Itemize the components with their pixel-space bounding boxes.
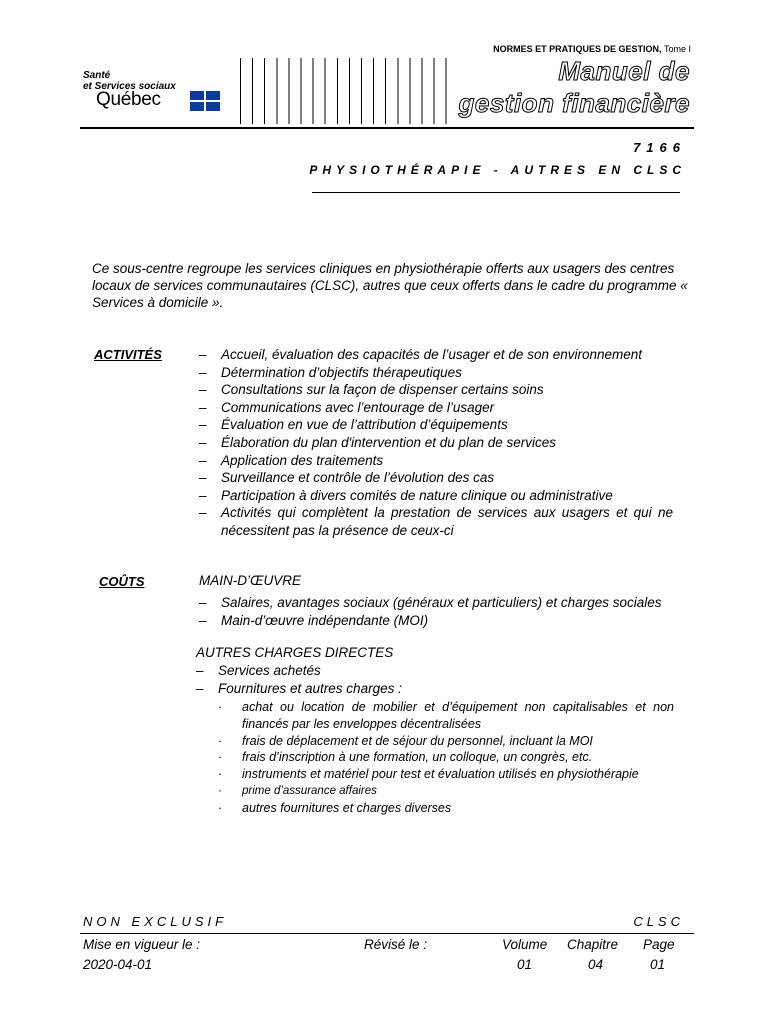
labour-list xyxy=(199,594,679,629)
list-item: – Fournitures et autres charges : xyxy=(196,680,402,696)
list-item: · frais d’inscription à une formation, un colloque, un congrès, etc. xyxy=(218,750,593,765)
page-value: 01 xyxy=(650,957,666,972)
list-item: – Élaboration du plan d'intervention et du plan de services xyxy=(199,434,557,450)
list-item: · frais de déplacement et de séjour du personnel, incluant la MOI xyxy=(218,733,593,748)
logo-quebec: Québec xyxy=(96,89,161,110)
list-item: – Accueil, évaluation des capacités de l’usager et de son environnement xyxy=(199,347,643,362)
section-title: PHYSIOTHÉRAPIE - AUTRES EN CLSC xyxy=(309,163,686,177)
effective-date-label: Mise en vigueur le : xyxy=(83,937,201,952)
norms-text: NORMES ET PRATIQUES DE GESTION, xyxy=(493,44,662,54)
section-code: 7166 xyxy=(633,140,686,155)
supplies-sublist xyxy=(218,699,674,817)
volume-value: 01 xyxy=(517,957,533,972)
volume-label: Volume xyxy=(502,937,548,952)
revised-label: Révisé le : xyxy=(364,937,428,952)
costs-label: COÛTS xyxy=(99,574,145,589)
list-item: · instruments et matériel pour test et évaluation utilisés en physiothérapie xyxy=(218,767,639,782)
norms-heading xyxy=(493,44,691,54)
activities-list xyxy=(199,346,673,540)
page-label: Page xyxy=(643,937,675,952)
barcode-decoration xyxy=(240,58,458,124)
footer-non-exclusive: NON EXCLUSIF xyxy=(83,914,228,929)
manual-title-line1: Manuel de xyxy=(558,56,690,86)
other-charges-heading: AUTRES CHARGES DIRECTES xyxy=(196,645,394,660)
list-item: – Communications avec l’entourage de l’usager xyxy=(199,399,495,415)
list-item: – Consultations sur la façon de dispenser certains soins xyxy=(199,382,544,398)
list-item: – Participation à divers comités de nature clinique ou administrative xyxy=(199,487,613,503)
quebec-flag-icon xyxy=(190,91,220,111)
list-item: – Évaluation en vue de l’attribution d’équipements xyxy=(199,417,508,433)
list-item: · achat ou location de mobilier et d’équipement non capitalisables et non financés par les enveloppes décentralisées xyxy=(218,700,674,731)
footer-clsc: CLSC xyxy=(633,914,684,929)
manual-title xyxy=(459,55,691,119)
logo-line1: Santé xyxy=(83,70,111,81)
manual-title-line2: gestion financière xyxy=(458,88,690,118)
tome-text: Tome I xyxy=(663,44,691,54)
list-item: – Salaires, avantages sociaux (généraux et particuliers) et charges sociales xyxy=(199,595,662,610)
title-underline xyxy=(312,192,680,193)
logo-line2: et Services sociaux xyxy=(83,81,176,92)
labour-heading: MAIN-D’ŒUVRE xyxy=(199,573,302,588)
header-divider xyxy=(80,127,694,129)
list-item: · autres fournitures et charges diverses xyxy=(218,800,452,815)
effective-date-value: 2020-04-01 xyxy=(83,957,153,972)
list-item: · prime d’assurance affaires xyxy=(218,784,377,797)
chapter-label: Chapitre xyxy=(567,937,619,952)
list-item: – Main-d’œuvre indépendante (MOI) xyxy=(199,612,429,628)
list-item: – Services achetés xyxy=(196,663,321,678)
other-charges-list xyxy=(196,662,676,697)
activities-label: ACTIVITÉS xyxy=(94,347,162,362)
list-item: – Application des traitements xyxy=(199,452,384,468)
list-item: – Surveillance et contrôle de l’évolution des cas xyxy=(199,470,495,486)
list-item: – Détermination d’objectifs thérapeutiques xyxy=(199,364,462,380)
list-item: – Activités qui complètent la prestation de services aux usagers et qui ne nécessitent pas la présence de ceux-ci xyxy=(199,505,673,538)
chapter-value: 04 xyxy=(588,957,604,972)
intro-paragraph: Ce sous-centre regroupe les services cliniques en physiothérapie offerts aux usagers des centres locaux de services communautaires (CLSC), autres que ceux offerts dans le cadre du programme « Services à domicile ». xyxy=(92,261,688,310)
footer-divider xyxy=(80,933,694,934)
